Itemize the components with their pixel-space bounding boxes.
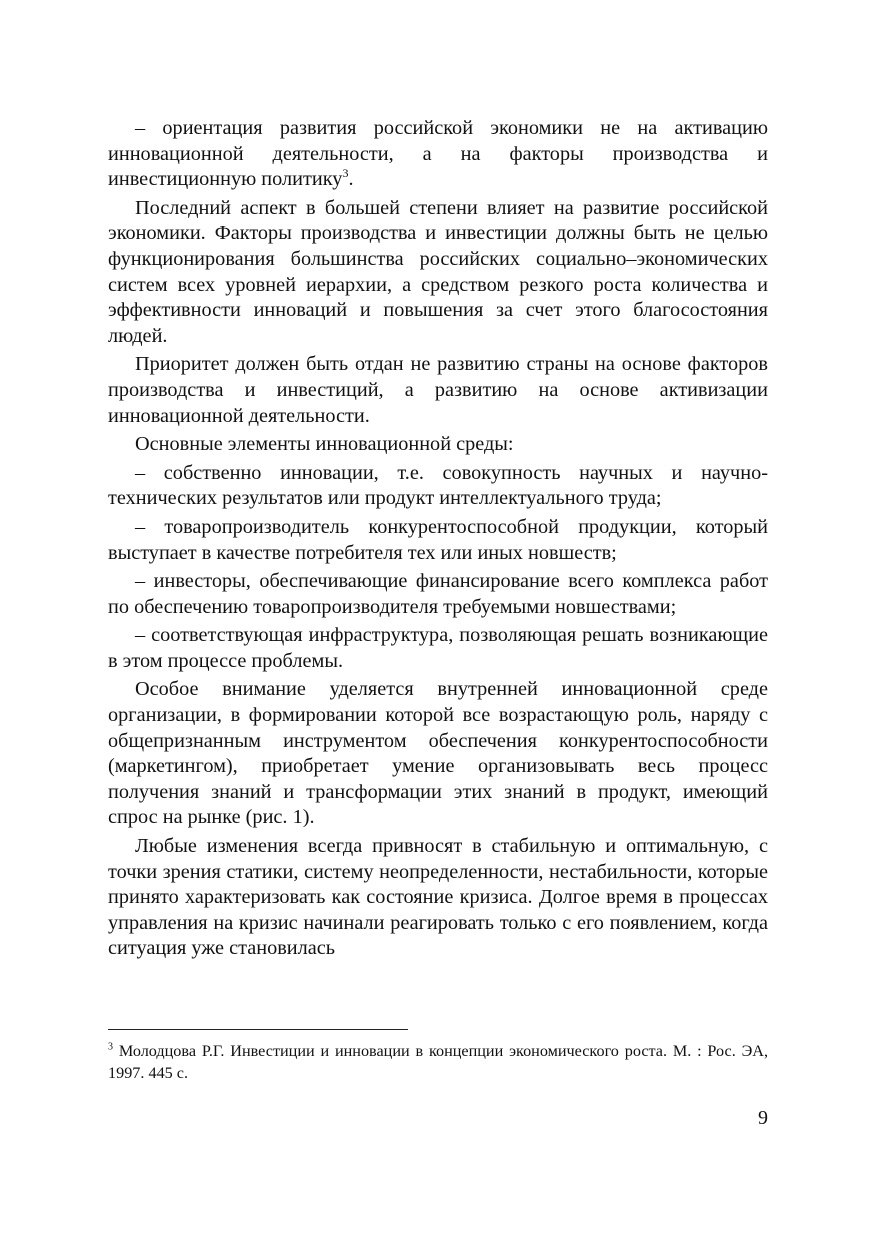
- paragraph-priority: Приоритет должен быть отдан не развитию страны на основе факторов производства и инвестиций, а развитию на основе активизации инновационной деятельности.: [108, 353, 768, 427]
- list-item-producer: – товаропроизводитель конкурентоспособной продукции, который выступает в качестве потребителя тех или иных новшеств;: [108, 515, 768, 564]
- footnote-number: 3: [108, 1041, 113, 1053]
- page-number: 9: [758, 1107, 768, 1129]
- list-item-infrastructure: – соответствующая инфраструктура, позволяющая решать возникающие в этом процессе проблемы.: [108, 624, 768, 672]
- paragraph-end-punctuation: .: [348, 168, 354, 191]
- list-item-innovations: – собственно инновации, т.е. совокупность научных и научно-технических результатов или продукт интеллектуального труда;: [108, 461, 768, 510]
- footnote-area: [108, 1029, 768, 1084]
- paragraph-text: – ориентация развития российской экономики не на активацию инновационной деятельности, а на факторы производства и инвестиционную политику: [108, 117, 768, 191]
- paragraph-changes: Любые изменения всегда привносят в стабильную и оптимальную, с точки зрения статики, систему неопределенности, нестабильности, которые принято характеризовать как состояние кризиса. Долгое время в процессах управления на кризис начинали реагировать только с его появлением, когда ситуация уже становилась: [108, 835, 768, 960]
- paragraph-last-aspect: Последний аспект в большей степени влияет на развитие российской экономики. Факторы производства и инвестиции должны быть не целью функционирования большинства российских социально–экономических систем всех уровней иерархии, а средством резкого роста количества и эффективности инноваций и повышения за счет этого благосостояния людей.: [108, 196, 768, 347]
- paragraph-elements-heading: Основные элементы инновационной среды:: [135, 433, 514, 456]
- footnote: [108, 1040, 768, 1084]
- footnote-text: Молодцова Р.Г. Инвестиции и инновации в концепции экономического роста. М. : Рос. ЭА, 1997. 445 с.: [108, 1042, 768, 1082]
- main-text: [108, 116, 768, 965]
- paragraph-internal-environment: Особое внимание уделяется внутренней инновационной среде организации, в формировании которой все возрастающую роль, наряду с общепризнанным инструментом обеспечения конкурентоспособности (маркетингом), приобретает умение организовывать весь процесс получения знаний и трансформации этих знаний в продукт, имеющий спрос на рынке (рис. 1).: [108, 678, 768, 829]
- footnote-reference[interactable]: 3: [342, 166, 349, 181]
- footnote-divider: [108, 1029, 408, 1030]
- paragraph-orientation: [108, 116, 768, 193]
- list-item-investors: – инвесторы, обеспечивающие финансирование всего комплекса работ по обеспечению товаропроизводителя требуемыми новшествами;: [108, 570, 768, 618]
